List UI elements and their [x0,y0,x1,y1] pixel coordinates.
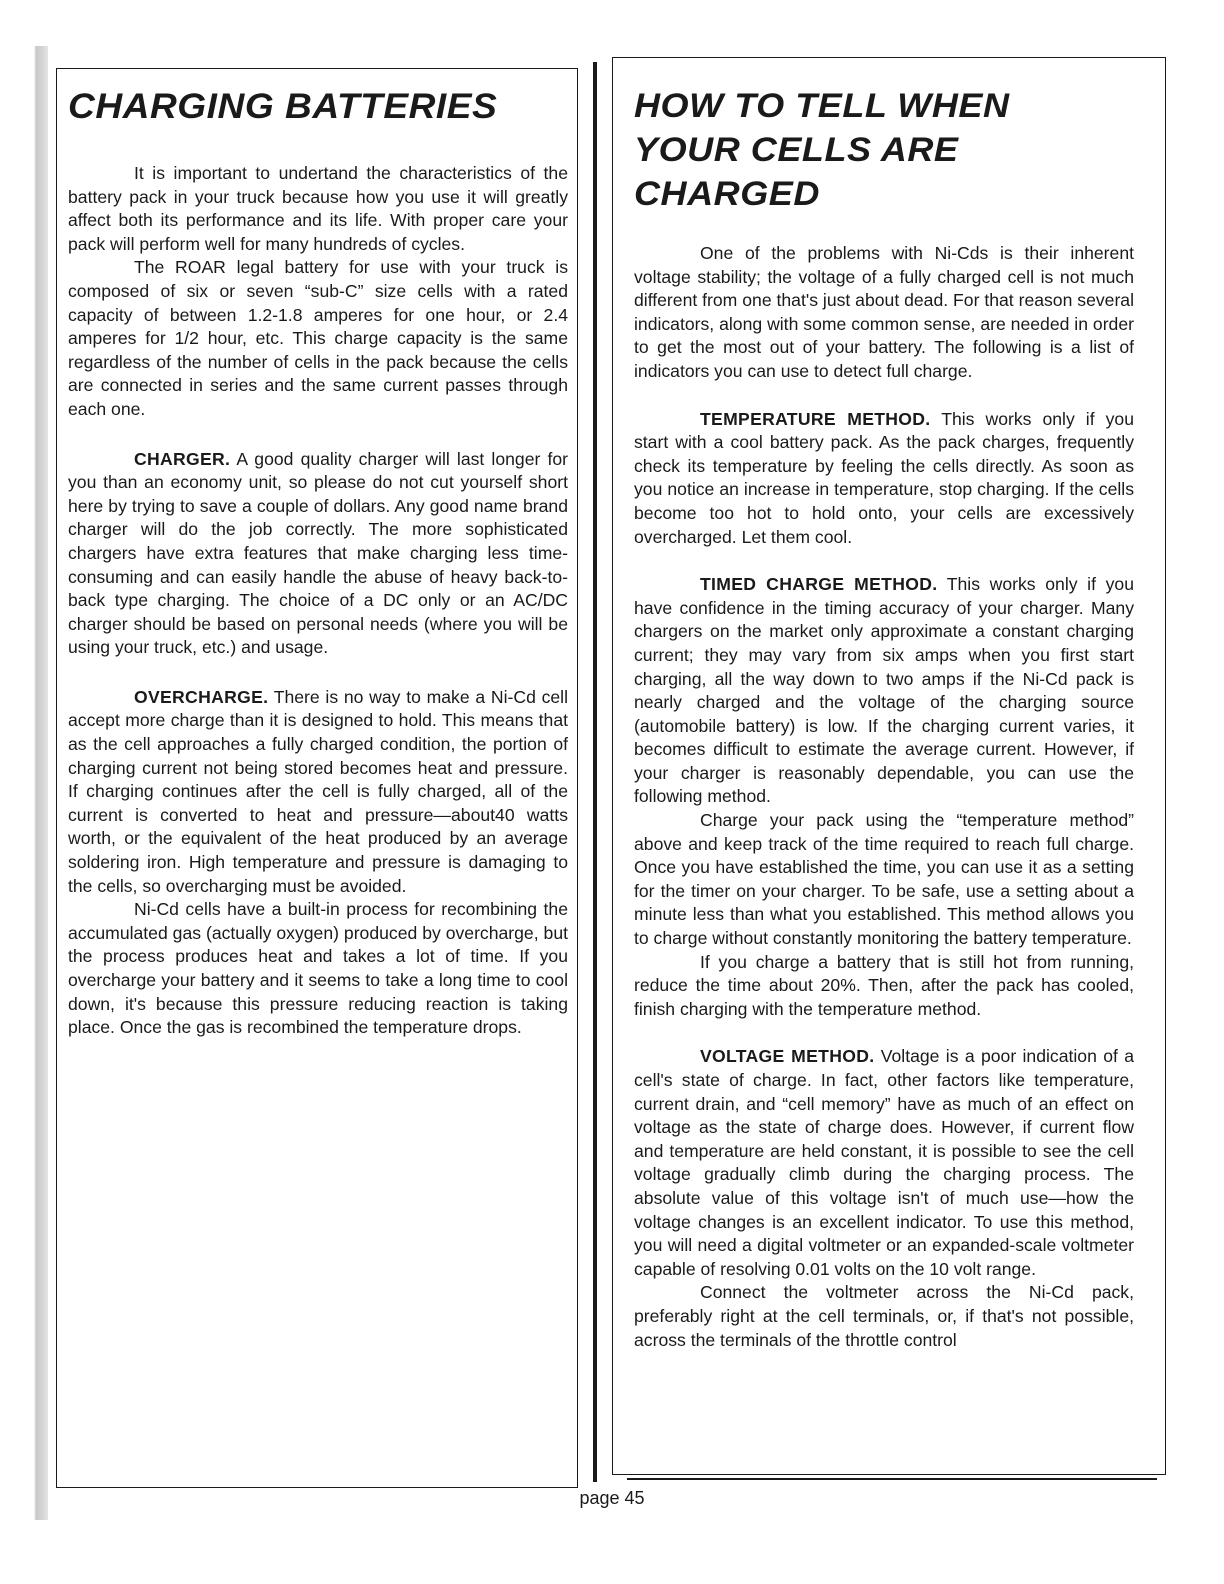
recombination-paragraph: Ni-Cd cells have a built-in process for recombining the accumulated gas (actually oxygen) produced by overcharge, but the process produces heat and takes a lot of time. If you overcharge your battery and it seems to take a long time to cool down, it's because this pressure reducing reaction is taking place. Once the gas is recombined the temperature drops. [68,899,568,1038]
intro-paragraph: It is important to undertand the characteristics of the battery pack in your truck because how you use it will greatly affect both its performance and its life. With proper care your pack will perform well for many hundreds of cycles. [68,163,568,254]
how-to-tell-heading [634,84,1164,216]
charger-text: A good quality charger will last longer for you than an economy unit, so please do not cut yourself short here by trying to save a couple of dollars. Any good name brand charger will do the job correctly. The more sophisticated chargers have extra features that make charging less time-consuming and can easily handle the abuse of heavy back-to-back type charging. The choice of a DC only or an AC/DC charger should be based on personal needs (where you will be using your truck, etc.) and usage. [68,448,568,658]
voltage-method-paragraph [634,1045,1134,1281]
timed-charge-method-paragraph [634,573,1134,809]
heading-line-2: YOUR CELLS ARE [634,131,959,169]
roar-battery-paragraph: The ROAR legal battery for use with your truck is composed of six or seven “sub-C” size cells with a rated capacity of between 1.2-1.8 amperes for one hour, or 2.4 amperes for 1/2 hour, etc. This charge capacity is the same regardless of the number of cells in the pack because the cells are connected in series and the same current passes through each one. [68,257,568,419]
charging-batteries-heading: CHARGING BATTERIES [68,87,498,126]
hot-battery-paragraph: If you charge a battery that is still hot from running, reduce the time about 20%. Then, after the pack has cooled, finish charging with the temperature method. [634,951,1134,1019]
charger-paragraph [68,448,568,660]
temperature-method-text: This works only if you start with a cool battery pack. As the pack charges, frequently check its temperature by feeling the cells directly. As soon as you notice an increase in temperature, stop charging. If the cells become too hot to hold onto, your cells are excessively overcharged. Let them cool. [634,408,1134,547]
voltage-method-text: Voltage is a poor indication of a cell's state of charge. In fact, other factors like temperature, current drain, and “cell memory” have as much of an effect on voltage as the state of charge does. However, if current flow and temperature are held constant, it is possible to see the cell voltage gradually climb during the charging process. The absolute value of this voltage isn't of much use—how the voltage changes is an excellent indicator. To use this method, you will need a digital voltmeter or an expanded-scale voltmeter capable of resolving 0.01 volts on the 10 volt range. [634,1046,1135,1279]
timed-charge-method-text: This works only if you have confidence in the timing accuracy of your charger. Many chargers on the market only approximate a constant charging current; they may vary from six amps when you first start charging, all the way down to two amps if the Ni-Cd pack is nearly charged and the voltage of the charging source (automobile battery) is low. If the charging current varies, it becomes difficult to estimate the average current. However, if your charger is reasonably dependable, you can use the following method. [634,574,1135,807]
heading-line-1: HOW TO TELL WHEN [634,87,1010,125]
temperature-method-paragraph [634,408,1134,550]
overcharge-paragraph [68,686,568,898]
binding-top-blank [0,0,48,46]
page-number: page 45 [579,1488,645,1508]
binding-shadow [0,0,48,1584]
right-column [634,84,1134,1352]
timed-charge-method-keyword: TIMED CHARGE METHOD. [700,574,938,595]
voltage-method-keyword: VOLTAGE METHOD. [700,1046,875,1067]
overcharge-text: There is no way to make a Ni-Cd cell accept more charge than it is designed to hold. This means that as the cell approaches a fully charged condition, the portion of charging current not being stored becomes heat and pressure. If charging continues after the cell is fully charged, all of the current is converted to heat and pressure—about40 watts worth, or the equivalent of the heat produced by an average soldering iron. High temperature and pressure is damaging to the cells, so overcharging must be avoided. [68,686,568,896]
left-column [68,86,568,1040]
heading-line-3: CHARGED [634,175,820,213]
timed-charge-followup-paragraph: Charge your pack using the “temperature method” above and keep track of the time required to reach full charge. Once you have established the time, you can use it as a setting for the timer on your charger. To be safe, use a setting about a minute less than what you established. This method allows you to charge without constantly monitoring the battery temperature. [634,810,1134,949]
column-divider [593,62,597,1482]
voltmeter-connection-paragraph: Connect the voltmeter across the Ni-Cd pack, preferably right at the cell terminals, or, if that's not possible, across the terminals of the throttle control [634,1282,1134,1350]
temperature-method-keyword: TEMPERATURE METHOD. [700,408,931,429]
binding-bottom-blank [0,1520,48,1584]
right-frame-inner-bottom-rule [627,1478,1157,1480]
indicators-intro-paragraph: One of the problems with Ni-Cds is their inherent voltage stability; the voltage of a fully charged cell is not much different from one that's just about dead. For that reason several indicators, along with some common sense, are needed in order to get the most out of your battery. The following is a list of indicators you can use to detect full charge. [634,243,1134,381]
overcharge-keyword: OVERCHARGE. [134,686,269,707]
charger-keyword: CHARGER. [134,448,231,469]
